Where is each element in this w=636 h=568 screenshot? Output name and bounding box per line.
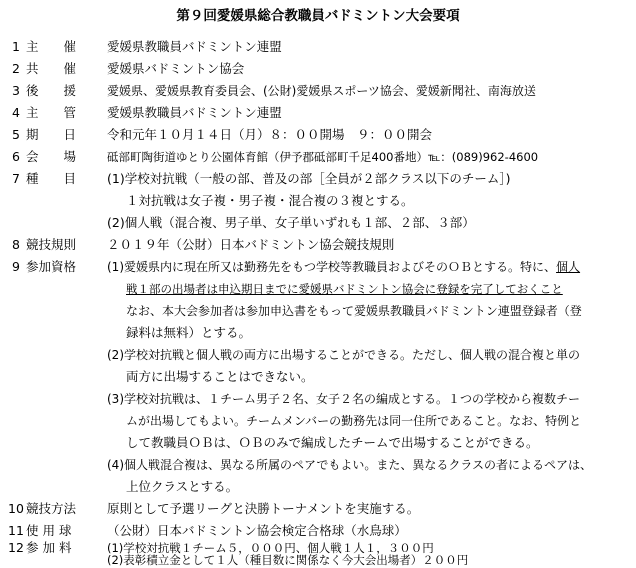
- item-label: 主 催: [26, 39, 77, 54]
- eligibility-row: [0, 410, 636, 432]
- item-label: 共 催: [26, 61, 77, 76]
- item-number: 1: [12, 39, 20, 54]
- item-label: 使 用 球: [26, 523, 72, 538]
- item-label: 会 場: [26, 149, 77, 164]
- item-number: 9: [12, 259, 20, 274]
- item-organizer: [0, 36, 636, 58]
- eligibility-text: (3)学校対抗戦は、１チーム男子２名、女子２名の編成とする。１つの学校から複数チー: [107, 392, 581, 406]
- eligibility-row: [0, 366, 636, 388]
- eligibility-text: 録料は無料）とする。: [126, 325, 252, 340]
- events-sub-row: [0, 212, 636, 234]
- item-number: 12: [8, 540, 24, 555]
- item-number: 7: [12, 171, 20, 186]
- item-value: 原則として予選リーグと決勝トーナメントを実施する。: [107, 501, 420, 516]
- events-cont-row: [0, 190, 636, 212]
- document-title: 第９回愛媛県総合教職員バドミントン大会要項: [176, 8, 460, 24]
- item-value: 愛媛県、愛媛県教育委員会、(公財)愛媛県スポーツ協会、愛媛新聞社、南海放送: [107, 84, 536, 98]
- item-value: 砥部町陶街道ゆとり公園体育館（伊予郡砥部町千足400番地）℡：(089)962-4600: [107, 150, 539, 164]
- item-number: 8: [12, 237, 20, 252]
- eligibility-row: [0, 454, 636, 476]
- eligibility-text: して教職員ＯＢは、ＯＢのみで編成したチームで出場することができる。: [126, 435, 539, 450]
- eligibility-text: なお、本大会参加者は参加申込書をもって愛媛県教職員バドミントン連盟登録者（登: [126, 304, 582, 318]
- item-label: 競技規則: [26, 237, 77, 252]
- eligibility-text: (4)個人戦混合複は、異なる所属のペアでもよい。また、異なるクラスの者によるペアは、: [107, 458, 593, 472]
- item-fee: [0, 542, 636, 566]
- item-eligibility: [0, 256, 636, 278]
- eligibility-row: [0, 300, 636, 322]
- events-line-2: １対抗戦は女子複・男子複・混合複の３複とする。: [126, 193, 414, 208]
- item-venue: [0, 146, 636, 168]
- item-label: 後 援: [26, 83, 77, 98]
- eligibility-row: [0, 344, 636, 366]
- underlined-text: 戦１部の出場者は申込期日までに愛媛県バドミントン協会に登録を完了しておくこと: [126, 282, 563, 296]
- item-date: [0, 124, 636, 146]
- item-competition-method: [0, 498, 636, 520]
- fee-line-1: (1)学校対抗戦１チーム５，０００円、個人戦１人１，３００円: [107, 541, 434, 555]
- item-label: 期 日: [26, 127, 77, 142]
- item-label: 種 目: [26, 171, 77, 186]
- item-label: 参 加 料: [26, 540, 72, 555]
- item-value: 愛媛県教職員バドミントン連盟: [107, 39, 282, 54]
- eligibility-row: [0, 278, 636, 300]
- eligibility-row: [0, 476, 636, 498]
- item-rules: [0, 234, 636, 256]
- item-value: 令和元年１０月１４日（月）８：００開場 ９：００開会: [107, 127, 433, 142]
- item-sponsors: [0, 80, 636, 102]
- eligibility-text: (2)学校対抗戦と個人戦の両方に出場することができる。ただし、個人戦の混合複と単の: [107, 348, 581, 362]
- item-number: 2: [12, 61, 20, 76]
- item-value: 愛媛県バドミントン協会: [107, 61, 245, 76]
- eligibility-text: 上位クラスとする。: [126, 479, 239, 494]
- eligibility-text: ムが出場してもよい。チームメンバーの勤務先は同一住所であること。なお、特例と: [126, 414, 582, 428]
- eligibility-row: [0, 388, 636, 410]
- underlined-text: 個人: [556, 260, 581, 274]
- item-number: 5: [12, 127, 20, 142]
- eligibility-line-1: [107, 256, 580, 278]
- events-line-3: (2)個人戦（混合複、男子単、女子単いずれも１部、２部、３部）: [107, 215, 475, 230]
- item-number: 10: [8, 501, 24, 516]
- item-label: 競技方法: [26, 501, 77, 516]
- item-label: 参加資格: [26, 259, 77, 274]
- item-number: 4: [12, 105, 20, 120]
- item-number: 11: [8, 523, 24, 538]
- item-shuttlecock: [0, 520, 636, 542]
- eligibility-text: 両方に出場することはできない。: [126, 369, 314, 384]
- fee-line-2: (2)表彰積立金として１人（種目数に関係なく今大会出場者）２００円: [107, 553, 469, 567]
- item-number: 3: [12, 83, 20, 98]
- item-value: 愛媛県教職員バドミントン連盟: [107, 105, 282, 120]
- eligibility-text: とする。特に、: [472, 260, 557, 274]
- events-line-1: (1)学校対抗戦（一般の部、普及の部［全員が２部クラス以下のチーム］): [107, 171, 511, 186]
- eligibility-row: [0, 432, 636, 454]
- item-events: [0, 168, 636, 190]
- eligibility-text: (1)愛媛県内に現在所又は勤務先をもつ学校等教職員およびその: [107, 260, 449, 274]
- item-co-organizer: [0, 58, 636, 80]
- item-value: ２０１９年（公財）日本バドミントン協会競技規則: [107, 237, 395, 252]
- item-value: （公財）日本バドミントン協会検定合格球（水鳥球）: [107, 523, 407, 538]
- item-number: 6: [12, 149, 20, 164]
- eligibility-row: [0, 322, 636, 344]
- ob-text: ＯＢ: [448, 260, 473, 274]
- item-label: 主 管: [26, 105, 77, 120]
- item-manager: [0, 102, 636, 124]
